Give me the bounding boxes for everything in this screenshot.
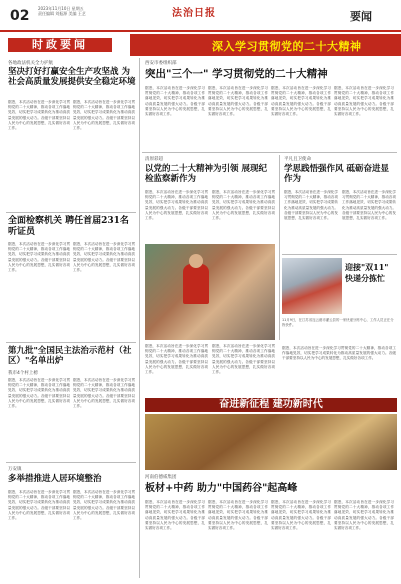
article-body: 据悉，本次活动旨在进一步深化学习贯彻党的二十大精神，推动各项工作落地见效，切实把学习成果转化为推动高质量发展的强大动力。各级干部要坚持以人民为中心的发展思想，扎实做好各项工作。 bbox=[342, 190, 396, 221]
article-body: 据悉，本次活动旨在进一步深化学习贯彻党的二十大精神，推动各项工作落地见效，切实把学习成果转化为推动高质量发展的强大动力。各级干部要坚持以人民为中心的发展思想，扎实做好各项工作。 bbox=[271, 500, 331, 531]
worker-figure bbox=[183, 264, 209, 304]
article-body: 据悉，本次活动旨在进一步深化学习贯彻党的二十大精神，推动各项工作落地见效，切实把学习成果转化为推动高质量发展的强大动力。各级干部要坚持以人民为中心的发展思想，扎实做好各项工作。 bbox=[73, 242, 135, 273]
article-body: 据悉，本次活动旨在进一步深化学习贯彻党的二十大精神，推动各项工作落地见效，切实把学习成果转化为推动高质量发展的强大动力。各级干部要坚持以人民为中心的发展思想，扎实做好各项工作。 bbox=[145, 190, 208, 221]
article-title: 学思践悟强作风 砥砺奋进显作为 bbox=[284, 164, 389, 184]
article-body: 据悉，本次活动旨在进一步深化学习贯彻党的二十大精神，推动各项工作落地见效，切实把学习成果转化为推动高质量发展的强大动力。各级干部要坚持以人民为中心的发展思想，扎实做好各项工作。 bbox=[282, 346, 396, 361]
feature-banner: 奋进新征程 建功新时代 bbox=[145, 398, 397, 412]
article-title: 迎接"双11" 快递分拣忙 bbox=[345, 262, 389, 283]
article-title: 突出"三个一" 学习贯彻党的二十大精神 bbox=[145, 68, 328, 80]
row-divider bbox=[6, 212, 136, 213]
article-title: 全面检察机关 聘任首届231名听证员 bbox=[8, 216, 129, 237]
date-line bbox=[38, 6, 98, 16]
article-kicker: 河南伯德威集团 bbox=[145, 475, 177, 480]
article-subtitle: 我市4个村上榜 bbox=[8, 371, 38, 376]
news-photo bbox=[145, 244, 275, 340]
article-body: 据悉，本次活动旨在进一步深化学习贯彻党的二十大精神，推动各项工作落地见效，切实把学习成果转化为推动高质量发展的强大动力。各级干部要坚持以人民为中心的发展思想，扎实做好各项工作。 bbox=[212, 190, 275, 221]
column-tag: 时政要闻 bbox=[8, 38, 112, 52]
article-body: 据悉，本次活动旨在进一步深化学习贯彻党的二十大精神，推动各项工作落地见效，切实把学习成果转化为推动高质量发展的强大动力。各级干部要坚持以人民为中心的发展思想，扎实做好各项工作。 bbox=[334, 500, 394, 531]
article-kicker: 万安镇 bbox=[8, 467, 22, 472]
article-body: 据悉，本次活动旨在进一步深化学习贯彻党的二十大精神，推动各项工作落地见效，切实把学习成果转化为推动高质量发展的强大动力。各级干部要坚持以人民为中心的发展思想，扎实做好各项工作。 bbox=[145, 344, 208, 375]
article-body: 据悉，本次活动旨在进一步深化学习贯彻党的二十大精神，推动各项工作落地见效，切实把学习成果转化为推动高质量发展的强大动力。各级干部要坚持以人民为中心的发展思想，扎实做好各项工作。 bbox=[73, 378, 135, 409]
header-rule bbox=[0, 30, 401, 32]
row-divider bbox=[6, 342, 136, 343]
edition-text: 责任编辑 刘振源 美编 王艺 bbox=[38, 11, 86, 16]
article-kicker: 西安市委组织部 bbox=[145, 61, 177, 66]
article-kicker: 各地政法机关全力护航 bbox=[8, 61, 53, 66]
column-divider bbox=[279, 155, 280, 340]
article-body: 据悉，本次活动旨在进一步深化学习贯彻党的二十大精神，推动各项工作落地见效，切实把学习成果转化为推动高质量发展的强大动力。各级干部要坚持以人民为中心的发展思想，扎实做好各项工作。 bbox=[212, 344, 275, 375]
row-divider bbox=[282, 254, 397, 255]
column-divider bbox=[139, 58, 140, 578]
article-title: 多举措推进人居环境整治 bbox=[8, 474, 102, 484]
article-kicker: 清原彩超 bbox=[145, 157, 163, 162]
article-body: 据悉，本次活动旨在进一步深化学习贯彻党的二十大精神，推动各项工作落地见效，切实把学习成果转化为推动高质量发展的强大动力。各级干部要坚持以人民为中心的发展思想，扎实做好各项工作。 bbox=[8, 490, 70, 521]
banner-slogan: 深入学习贯彻党的二十大精神 bbox=[212, 40, 362, 53]
express-photo bbox=[282, 258, 342, 314]
row-divider bbox=[142, 152, 397, 153]
article-title: 以党的二十大精神为引领 展现纪检监察新作为 bbox=[145, 164, 267, 184]
worker-head bbox=[189, 254, 203, 268]
row-divider bbox=[6, 462, 136, 463]
article-body: 据悉，本次活动旨在进一步深化学习贯彻党的二十大精神，推动各项工作落地见效，切实把学习成果转化为推动高质量发展的强大动力。各级干部要坚持以人民为中心的发展思想，扎实做好各项工作。 bbox=[8, 242, 70, 273]
article-body: 据悉，本次活动旨在进一步深化学习贯彻党的二十大精神，推动各项工作落地见效，切实把学习成果转化为推动高质量发展的强大动力。各级干部要坚持以人民为中心的发展思想，扎实做好各项工作。 bbox=[208, 86, 268, 117]
article-body: 据悉，本次活动旨在进一步深化学习贯彻党的二十大精神，推动各项工作落地见效，切实把学习成果转化为推动高质量发展的强大动力。各级干部要坚持以人民为中心的发展思想，扎实做好各项工作。 bbox=[284, 190, 338, 221]
section-title: 要闻 bbox=[350, 10, 372, 23]
article-body: 据悉，本次活动旨在进一步深化学习贯彻党的二十大精神，推动各项工作落地见效，切实把学习成果转化为推动高质量发展的强大动力。各级干部要坚持以人民为中心的发展思想，扎实做好各项工作。 bbox=[334, 86, 394, 117]
article-title: 第九批"全国民主法治示范村（社区）"名单出炉 bbox=[8, 346, 132, 366]
article-body: 据悉，本次活动旨在进一步深化学习贯彻党的二十大精神，推动各项工作落地见效，切实把学习成果转化为推动高质量发展的强大动力。各级干部要坚持以人民为中心的发展思想，扎实做好各项工作。 bbox=[271, 86, 331, 117]
article-title: 板材+中药 助力"中国药谷"起高峰 bbox=[145, 483, 298, 494]
article-body: 据悉，本次活动旨在进一步深化学习贯彻党的二十大精神，推动各项工作落地见效，切实把学习成果转化为推动高质量发展的强大动力。各级干部要坚持以人民为中心的发展思想，扎实做好各项工作。 bbox=[8, 100, 70, 131]
date-text: 2023年11月10日 星期五 bbox=[38, 6, 84, 11]
page-number: 02 bbox=[10, 8, 30, 24]
article-body: 据悉，本次活动旨在进一步深化学习贯彻党的二十大精神，推动各项工作落地见效，切实把学习成果转化为推动高质量发展的强大动力。各级干部要坚持以人民为中心的发展思想，扎实做好各项工作。 bbox=[73, 490, 135, 521]
article-body: 据悉，本次活动旨在进一步深化学习贯彻党的二十大精神，推动各项工作落地见效，切实把学习成果转化为推动高质量发展的强大动力。各级干部要坚持以人民为中心的发展思想，扎实做好各项工作。 bbox=[208, 500, 268, 531]
article-kicker: 平凡且卫使命 bbox=[284, 157, 311, 162]
article-title: 坚决打好打赢安全生产攻坚战 为社会高质量发展提供安全稳定环境 bbox=[8, 67, 136, 87]
article-body: 据悉，本次活动旨在进一步深化学习贯彻党的二十大精神，推动各项工作落地见效，切实把学习成果转化为推动高质量发展的强大动力。各级干部要坚持以人民为中心的发展思想，扎实做好各项工作。 bbox=[73, 100, 135, 131]
photo-caption: 11月9日，在江苏省连云港市灌云县的一家快递分拣中心，工作人员正在分拣快件。 bbox=[282, 318, 394, 327]
article-body: 据悉，本次活动旨在进一步深化学习贯彻党的二十大精神，推动各项工作落地见效，切实把学习成果转化为推动高质量发展的强大动力。各级干部要坚持以人民为中心的发展思想，扎实做好各项工作。 bbox=[145, 86, 205, 117]
masthead: 法治日报 bbox=[172, 8, 216, 19]
feature-photo bbox=[145, 414, 397, 470]
article-body: 据悉，本次活动旨在进一步深化学习贯彻党的二十大精神，推动各项工作落地见效，切实把学习成果转化为推动高质量发展的强大动力。各级干部要坚持以人民为中心的发展思想，扎实做好各项工作。 bbox=[145, 500, 205, 531]
article-body: 据悉，本次活动旨在进一步深化学习贯彻党的二十大精神，推动各项工作落地见效，切实把学习成果转化为推动高质量发展的强大动力。各级干部要坚持以人民为中心的发展思想，扎实做好各项工作。 bbox=[8, 378, 70, 409]
